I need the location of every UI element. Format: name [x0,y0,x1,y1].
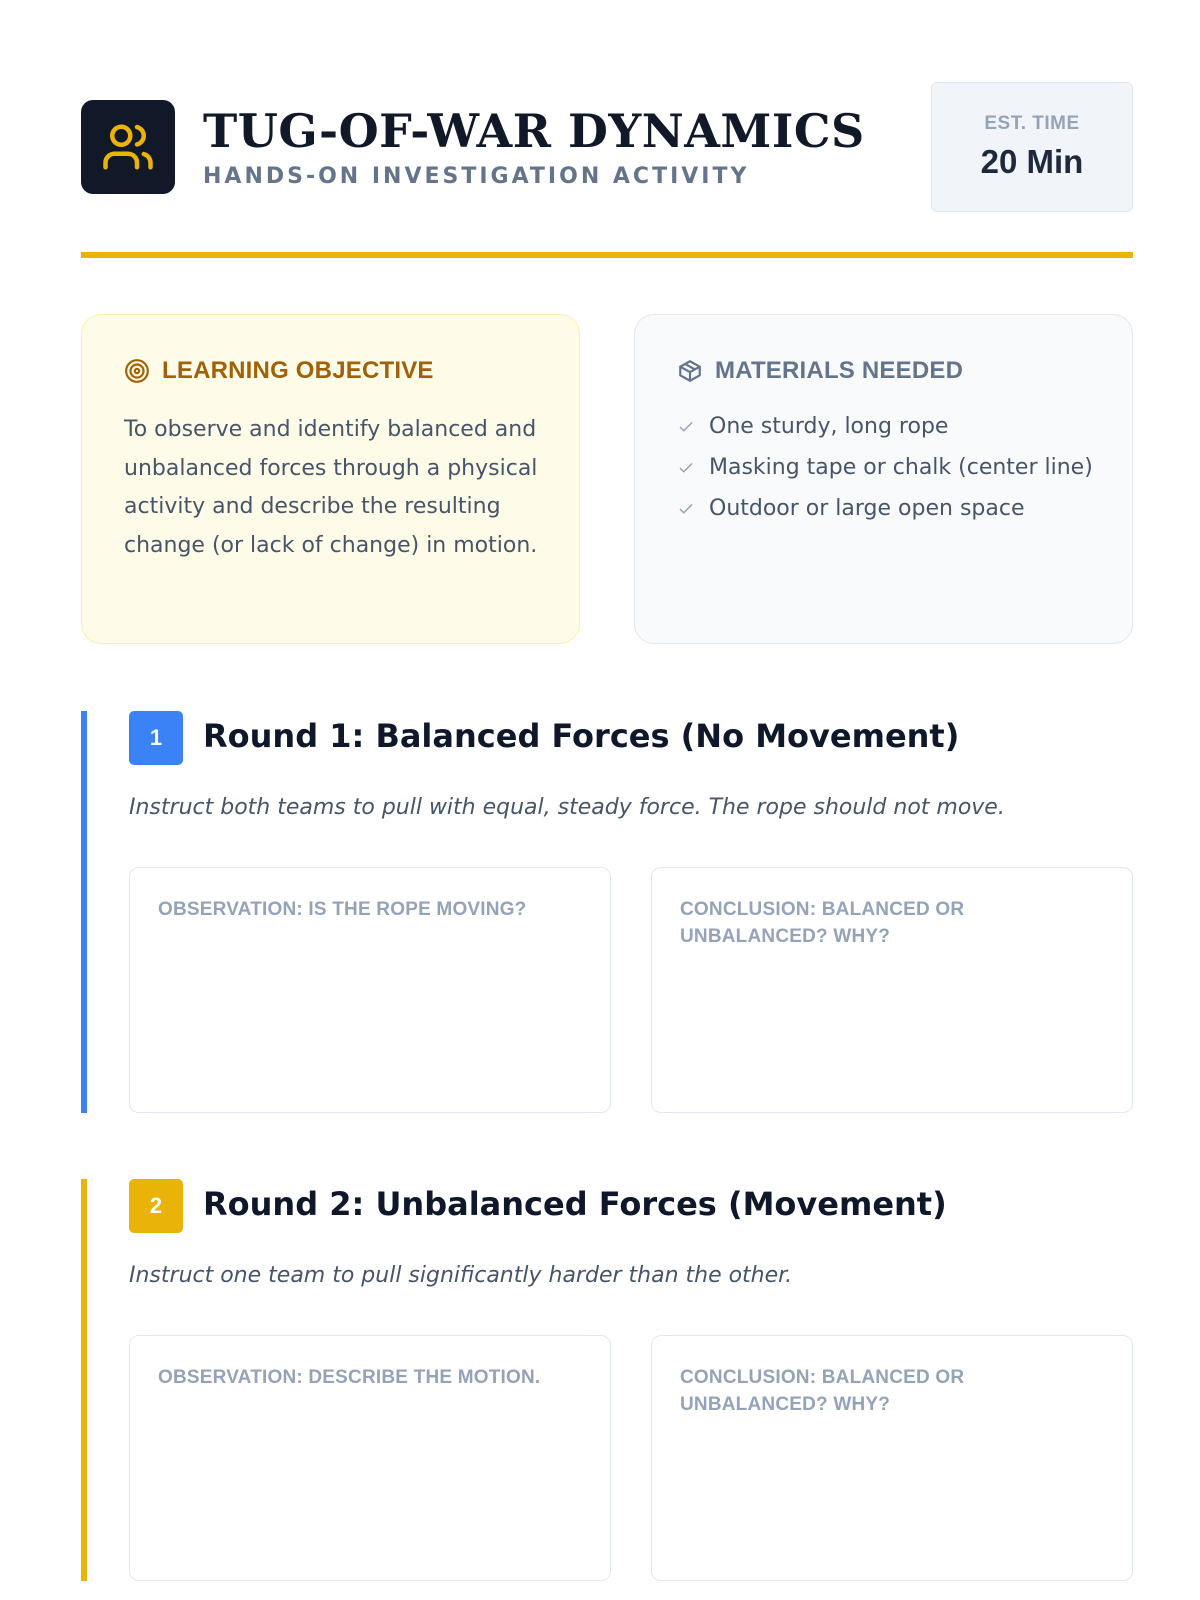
materials-list [677,411,1097,534]
round-1-accent-bar [81,711,87,1113]
learning-objective-card [81,314,580,644]
round-1-observation-box[interactable] [129,867,611,1113]
learning-objective-label: LEARNING OBJECTIVE [162,357,434,384]
round-2-section [81,1179,1133,1581]
materials-card [634,314,1133,644]
page-title: TUG-OF-WAR DYNAMICS [203,104,865,158]
package-icon [677,358,703,384]
round-2-number-badge: 2 [129,1179,183,1233]
round-2-observation-label: OBSERVATION: DESCRIBE THE MOTION. [158,1367,541,1388]
target-icon [124,358,150,384]
page-subtitle: HANDS-ON INVESTIGATION ACTIVITY [203,164,750,189]
materials-label: MATERIALS NEEDED [715,357,964,384]
logo [81,100,175,194]
materials-item-label: Masking tape or chalk (center line) [709,455,1093,480]
round-2-observation-box[interactable] [129,1335,611,1581]
materials-item-label: One sturdy, long rope [709,414,949,439]
round-1-section [81,711,1133,1113]
round-1-conclusion-box[interactable] [651,867,1133,1113]
worksheet-header [81,80,1133,210]
materials-item [677,452,1097,484]
estimated-time-badge [931,82,1133,212]
materials-heading [677,357,963,385]
materials-item [677,411,1097,443]
round-1-number-badge: 1 [129,711,183,765]
materials-item [677,493,1097,525]
round-1-title: Round 1: Balanced Forces (No Movement) [203,717,960,755]
round-2-instruction: Instruct one team to pull significantly harder than the other. [129,1263,793,1288]
check-icon [677,418,709,436]
header-divider [81,252,1133,258]
round-1-instruction: Instruct both teams to pull with equal, steady force. The rope should not move. [129,795,1005,820]
est-time-value: 20 Min [980,143,1084,180]
round-1-conclusion-label: CONCLUSION: BALANCED OR UNBALANCED? WHY? [680,899,965,947]
round-2-conclusion-box[interactable] [651,1335,1133,1581]
learning-objective-heading [124,357,434,385]
materials-item-label: Outdoor or large open space [709,496,1025,521]
check-icon [677,459,709,477]
est-time-label: EST. TIME [984,113,1080,134]
round-1-observation-label: OBSERVATION: IS THE ROPE MOVING? [158,899,527,920]
check-icon [677,500,709,518]
round-2-title: Round 2: Unbalanced Forces (Movement) [203,1185,947,1223]
round-2-accent-bar [81,1179,87,1581]
round-2-conclusion-label: CONCLUSION: BALANCED OR UNBALANCED? WHY? [680,1367,965,1415]
learning-objective-text: To observe and identify balanced and unbalanced forces through a physical activity and describe the resulting change (or lack of change) in motion. [124,417,538,558]
users-icon [101,120,155,174]
